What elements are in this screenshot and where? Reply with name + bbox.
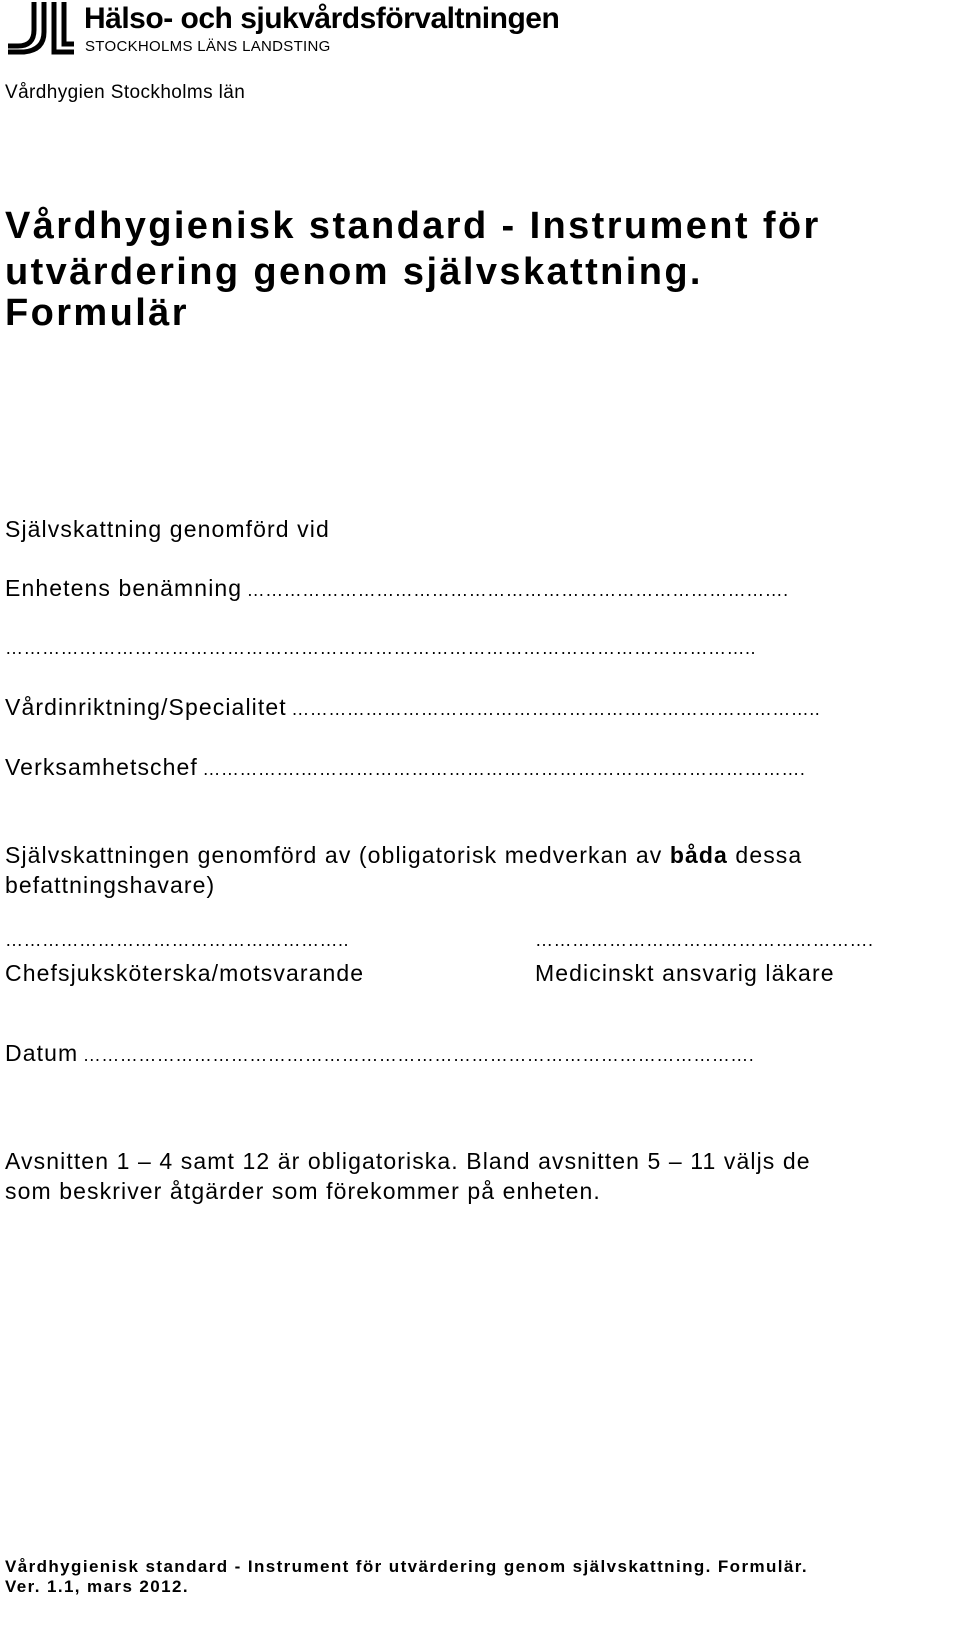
- self-assessment-intro: Självskattning genomförd vid: [5, 516, 330, 542]
- date-field[interactable]: [5, 1038, 754, 1068]
- head-nurse-signature-label: Chefsjuksköterska/motsvarande: [5, 960, 365, 986]
- care-specialty-fill-line[interactable]: …………………………………………………………………………..: [291, 699, 821, 719]
- operations-manager-label: Verksamhetschef: [5, 754, 198, 780]
- footer-document-title: Vårdhygienisk standard - Instrument för utvärdering genom självskattning. Formulär.: [5, 1557, 808, 1576]
- operations-manager-field[interactable]: [5, 752, 805, 782]
- unit-name-fill-line-2[interactable]: …………………………………………………………………………………………………………..: [5, 638, 757, 658]
- unit-name-label: Enhetens benämning: [5, 575, 243, 601]
- physician-signature-label: Medicinskt ansvarig läkare: [535, 960, 835, 986]
- care-specialty-field[interactable]: [5, 692, 820, 722]
- date-fill-line[interactable]: ……………………………………………………………………………………………….: [82, 1045, 755, 1065]
- date-label: Datum: [5, 1040, 79, 1066]
- assessment-statement-line-2: befattningshavare): [5, 872, 216, 898]
- head-nurse-signature-line[interactable]: ………………………………………………..: [5, 930, 350, 950]
- mandatory-sections-note-line-1: Avsnitten 1 – 4 samt 12 är obligatoriska. Bland avsnitten 5 – 11 väljs de: [5, 1148, 811, 1174]
- care-specialty-label: Vårdinriktning/Specialitet: [5, 694, 287, 720]
- document-title-line-2: utvärdering genom självskattning.: [5, 251, 703, 293]
- physician-signature-line[interactable]: ……………………………………………….: [535, 930, 874, 950]
- footer-version: Ver. 1.1, mars 2012.: [5, 1577, 189, 1596]
- assessment-statement: [5, 840, 802, 870]
- assessment-statement-start: Självskattningen genomförd av (obligatorisk medverkan av: [5, 842, 670, 868]
- logo-county-name: STOCKHOLMS LÄNS LANDSTING: [85, 38, 331, 55]
- logo-organization-name: Hälso- och sjukvårdsförvaltningen: [84, 2, 560, 35]
- operations-manager-fill-line[interactable]: …………….……………………………………………………………………….: [202, 759, 806, 779]
- mandatory-sections-note-line-2: som beskriver åtgärder som förekommer på enheten.: [5, 1178, 601, 1204]
- document-title-line-3: Formulär: [5, 292, 189, 334]
- unit-name-fill-line[interactable]: …………………………………………………………………………….: [246, 580, 789, 600]
- unit-name-field[interactable]: [5, 573, 789, 603]
- department-name: Vårdhygien Stockholms län: [5, 82, 246, 103]
- assessment-statement-end: dessa: [727, 842, 803, 868]
- organization-logo: [4, 0, 594, 60]
- logo-mark-icon: [4, 0, 76, 58]
- document-title-line-1: Vårdhygienisk standard - Instrument för: [5, 205, 821, 247]
- assessment-statement-emphasis: båda: [669, 842, 728, 868]
